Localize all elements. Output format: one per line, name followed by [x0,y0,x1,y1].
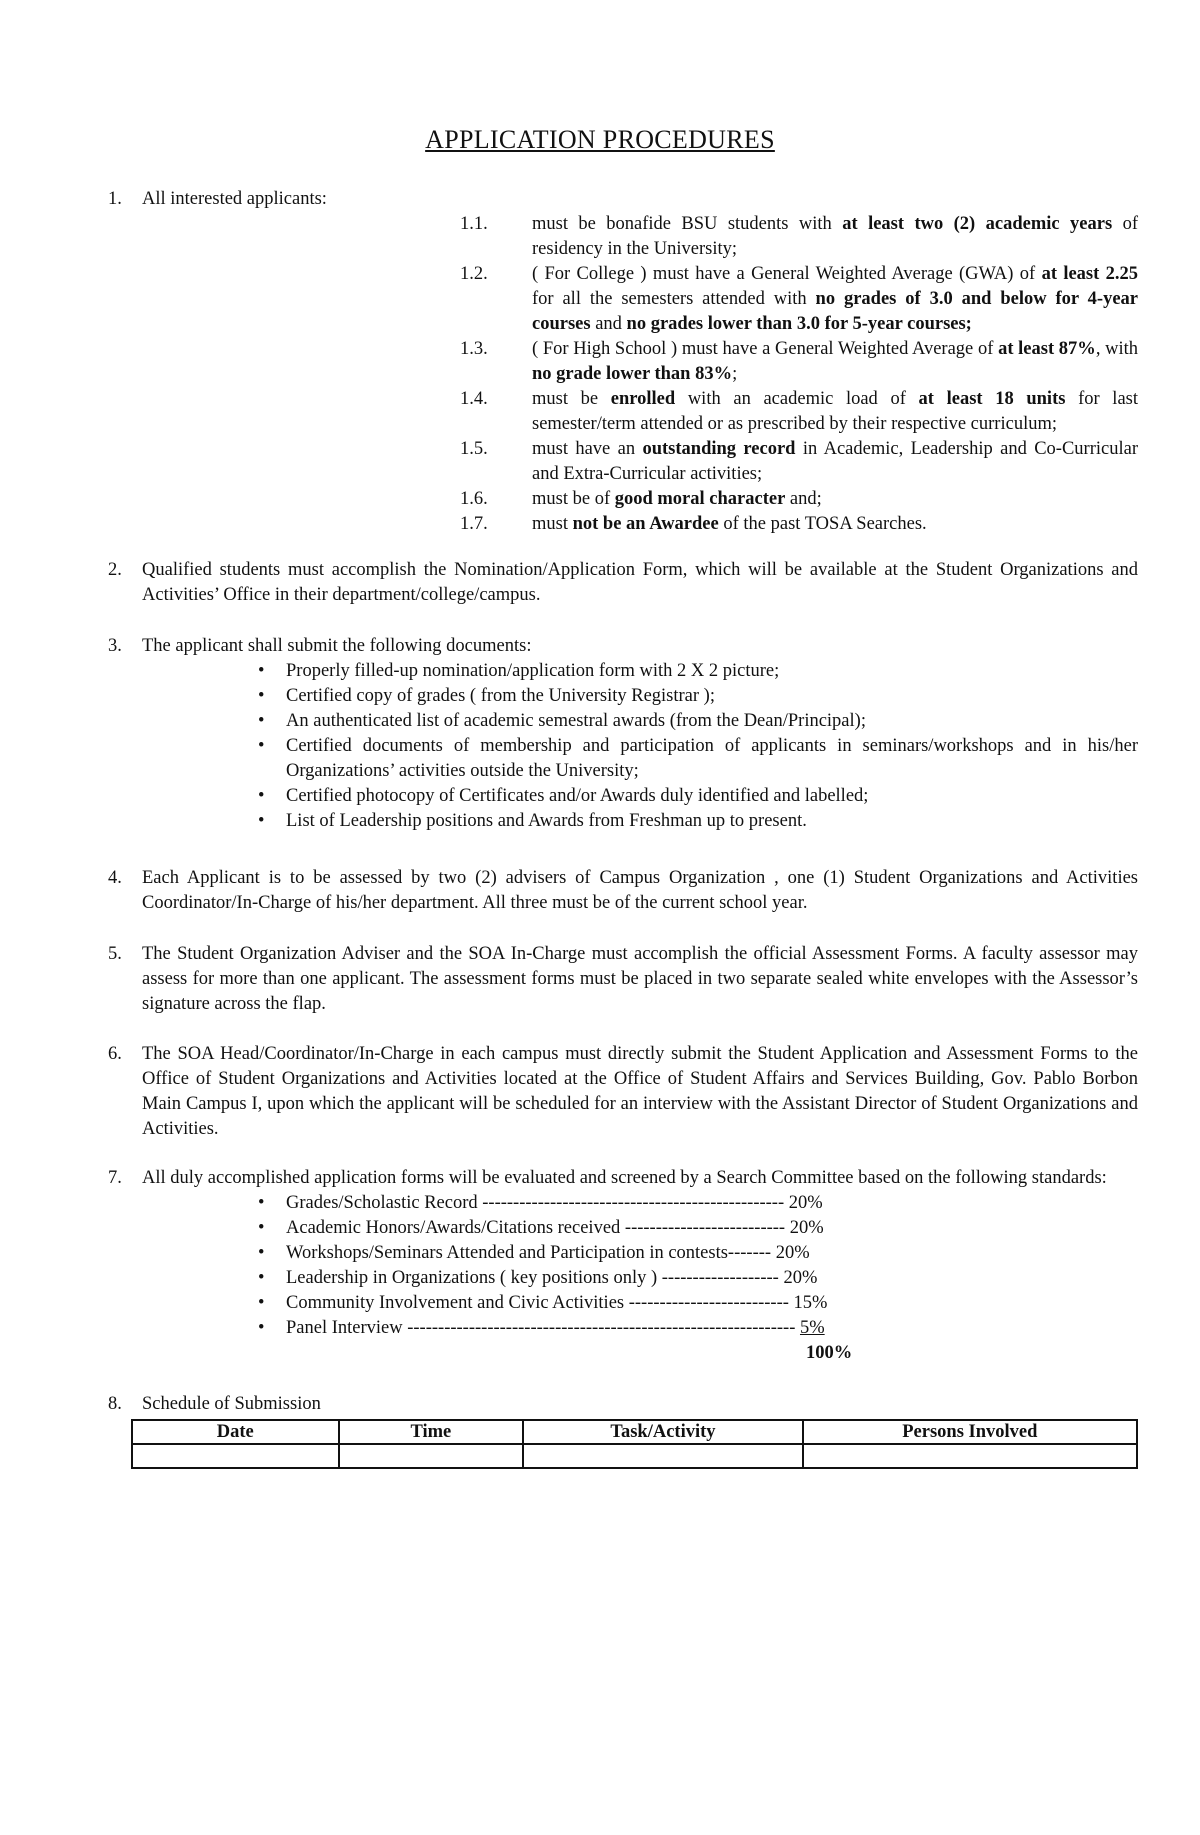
list-item [460,487,1138,512]
item-number: 1.7. [460,514,488,534]
list-item [460,437,1138,487]
section-number: 7. [108,1168,122,1188]
section-text: Qualified students must accomplish the Nomination/Application Form, which will be available at the Student Organizations and Activities’ Office in their department/college/campus. [142,560,1138,605]
emphasis-text: good moral character [614,489,786,509]
emphasis-text: not be an Awardee [572,514,719,534]
date-header: Date [132,1420,339,1444]
criterion-label: Workshops/Seminars Attended and Participation in contests------- [286,1243,776,1263]
criterion-percentage: 15% [793,1293,828,1313]
list-item [460,262,1138,337]
date-cell [132,1444,339,1468]
criteria-total: 100% [806,1343,853,1363]
criteria-list [250,1191,1138,1341]
section-text: The SOA Head/Coordinator/In-Charge in each campus must directly submit the Student Application and Assessment Forms to the Office of Student Organizations and Activities located at the Office of Student Affairs and Services Building, Gov. Pablo Borbon Main Campus I, upon which the applicant will be scheduled for an interview with the Assistant Director of Student Organizations and Activities. [142,1044,1138,1139]
section-number: 1. [108,189,122,209]
criterion-percentage: 20% [788,1193,823,1213]
emphasis-text: at least 2.25 [1041,264,1138,284]
section-text: The Student Organization Adviser and the SOA In-Charge must accomplish the official Assessment Forms. A faculty assessor may assess for more than one applicant. The assessment forms must be placed in two separate sealed white envelopes with the Assessor’s signature across the flap. [142,944,1138,1014]
criterion-percentage: 20% [775,1243,810,1263]
criterion-label: Community Involvement and Civic Activities -------------------------- [286,1293,794,1313]
text-run: must be bonafide BSU students with [532,214,843,234]
text-run: and; [785,489,822,509]
criterion-percentage: 5% [799,1318,825,1338]
section-number: 8. [108,1394,122,1414]
text-run: ( For College ) must have a General Weighted Average (GWA) of [532,264,1042,284]
criterion-percentage: 20% [789,1218,824,1238]
text-run: must be [532,389,611,409]
persons-involved-cell [803,1444,1137,1468]
text-run: for last semester/term attended or as prescribed by their respective curriculum; [532,389,1138,434]
list-item: • List of Leadership positions and Awards from Freshman up to present. [250,809,1138,834]
emphasis-text: at least 18 units [918,389,1066,409]
text-run: with an academic load of [675,389,919,409]
section-1 [108,187,1138,532]
emphasis-text: enrolled [610,389,676,409]
list-item [250,1191,1138,1216]
task-activity-header: Task/Activity [523,1420,803,1444]
persons-involved-header: Persons Involved [803,1420,1137,1444]
text-run: and [590,314,627,334]
table-row [132,1444,1137,1468]
list-item: • An authenticated list of academic semestral awards (from the Dean/Principal); [250,709,1138,734]
emphasis-text: no grade lower than 83% [532,364,733,384]
emphasis-text: at least two (2) academic years [842,214,1113,234]
emphasis-text: no grades of 3.0 and below for 4-year courses [532,289,1138,334]
text-run: must be of [532,489,615,509]
requirements-list [460,212,1138,537]
item-text [532,487,1138,512]
list-item [250,1291,1138,1316]
task-activity-cell [523,1444,803,1468]
list-item [250,1241,1138,1266]
list-item [460,387,1138,437]
section-text: Schedule of Submission [142,1394,321,1414]
item-text [532,437,1138,487]
table-header-row [132,1420,1137,1444]
criterion-percentage: 20% [783,1268,818,1288]
item-number: 1.2. [460,264,488,284]
section-number: 5. [108,944,122,964]
item-number: 1.5. [460,439,488,459]
item-number: 1.4. [460,389,488,409]
item-number: 1.1. [460,214,488,234]
emphasis-text: outstanding record [642,439,796,459]
list-item [460,212,1138,262]
emphasis-text: no grades lower than 3.0 for 5-year courses; [626,314,972,334]
text-run: of the past TOSA Searches. [718,514,927,534]
section-text: All duly accomplished application forms will be evaluated and screened by a Search Committee based on the following standards: [142,1168,1107,1188]
section-number: 4. [108,868,122,888]
section-number: 3. [108,636,122,656]
text-run: must [532,514,573,534]
list-item [250,1216,1138,1241]
criterion-label: Panel Interview --------------------------------------------------------------- [286,1318,800,1338]
section-text: Each Applicant is to be assessed by two (2) advisers of Campus Organization , one (1) Student Organizations and Activities Coordinator/In-Charge of his/her department. All three must be of the current school year. [142,868,1138,913]
section-text: The applicant shall submit the following documents: [142,636,532,656]
text-run: ( For High School ) must have a General Weighted Average of [532,339,999,359]
list-item [250,1266,1138,1291]
item-text [532,337,1138,387]
criterion-label: Grades/Scholastic Record ------------------------------------------------- [286,1193,789,1213]
text-run: in Academic, Leadership and Co-Curricular and Extra-Curricular activities; [532,439,1138,484]
list-item: • Certified copy of grades ( from the University Registrar ); [250,684,1138,709]
list-item: • Properly filled-up nomination/application form with 2 X 2 picture; [250,659,1138,684]
item-text [532,262,1138,337]
item-text [532,387,1138,437]
time-cell [339,1444,524,1468]
text-run: , with [1095,339,1139,359]
text-run: ; [732,364,738,384]
section-heading: All interested applicants: [142,189,327,209]
schedule-table [131,1419,1138,1469]
page-title: APPLICATION PROCEDURES [425,125,775,154]
text-run: of residency in the University; [532,214,1139,259]
time-header: Time [339,1420,524,1444]
list-item: • Certified documents of membership and participation of applicants in seminars/workshops and in his/her Organizations’ activities outside the University; [250,734,1138,784]
list-item [460,337,1138,387]
text-run: must have an [532,439,643,459]
section-number: 6. [108,1044,122,1064]
criterion-label: Academic Honors/Awards/Citations received -------------------------- [286,1218,790,1238]
item-number: 1.6. [460,489,488,509]
section-number: 2. [108,560,122,580]
documents-list [250,659,1138,834]
item-text [532,212,1138,262]
item-text [532,512,1138,537]
emphasis-text: at least 87% [998,339,1096,359]
criterion-label: Leadership in Organizations ( key positions only ) ------------------- [286,1268,784,1288]
list-item [250,1316,1138,1341]
list-item: • Certified photocopy of Certificates and/or Awards duly identified and labelled; [250,784,1138,809]
list-item [460,512,1138,537]
section-text [142,187,1138,537]
item-number: 1.3. [460,339,488,359]
text-run: for all the semesters attended with [532,289,816,309]
